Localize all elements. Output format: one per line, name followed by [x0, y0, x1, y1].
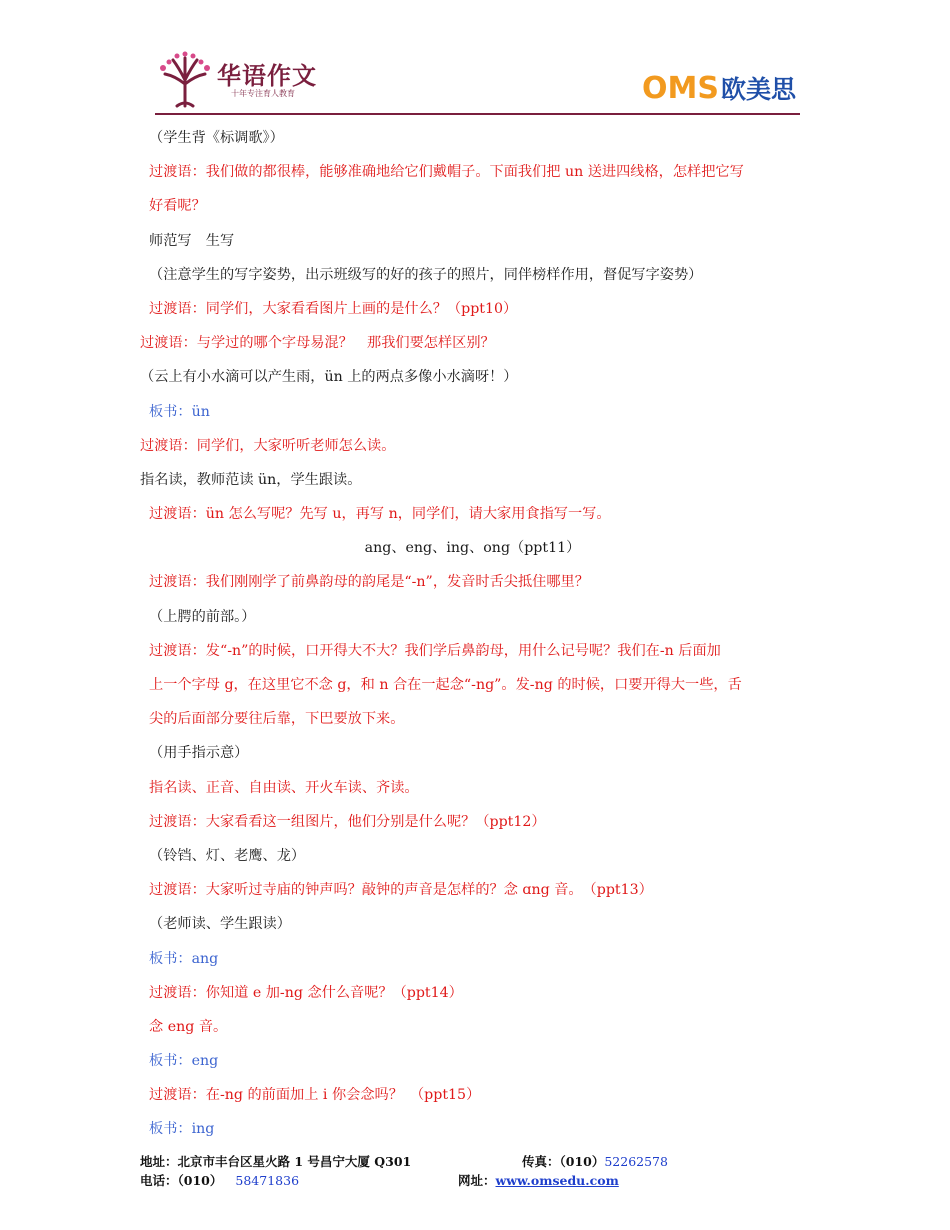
oms-logo: [642, 70, 796, 104]
transition-line: 过渡语：与学过的哪个字母易混？ 那我们要怎样区别？: [140, 335, 495, 352]
text-line: （用手指示意）: [149, 745, 249, 762]
website-link[interactable]: www.omsedu.com: [495, 1173, 619, 1188]
text-line: 师范写 生写: [149, 232, 235, 249]
tree-logo-icon: [155, 50, 215, 108]
transition-line: 尖的后面部分要往后靠，下巴要放下来。: [149, 711, 405, 728]
footer-website: [458, 1171, 619, 1190]
transition-line: 好看呢？: [149, 198, 206, 215]
transition-line: 上一个字母 g，在这里它不念 g，和 n 合在一起念“-ng”。发-ng 的时候，口要开得大一些，舌: [149, 677, 742, 693]
transition-line: 过渡语：在-ng 的前面加上 i 你会念吗？ （ppt15）: [149, 1087, 481, 1104]
footer-fax: [522, 1152, 668, 1171]
text-line: （云上有小水滴可以产生雨，ün 上的两点多像小水滴呀！）: [140, 369, 518, 386]
footer-phone-number: 58471836: [235, 1173, 300, 1188]
transition-line: 过渡语：你知道 e 加-ng 念什么音呢？（ppt14）: [149, 984, 463, 1001]
text-line: 念 eng 音。: [149, 1018, 228, 1035]
brand-title: 华语作文: [217, 62, 317, 90]
board-note: 板书：ing: [149, 1121, 215, 1138]
transition-line: 过渡语：发“-n”的时候，口开得大不大？我们学后鼻韵母，用什么记号呢？我们在-n 后面加: [149, 642, 721, 659]
transition-line: 过渡语：我们刚刚学了前鼻韵母的韵尾是“-n”，发音时舌尖抵住哪里？: [149, 574, 589, 591]
lesson-body: [140, 121, 805, 1147]
footer-phone-label: 电话：（010）: [140, 1173, 223, 1188]
oms-mark: OMS: [642, 70, 719, 106]
footer-phone: [140, 1173, 299, 1188]
text-line: （铃铛、灯、老鹰、龙）: [149, 847, 306, 864]
transition-line: 过渡语：ün 怎么写呢？先写 u，再写 n，同学们，请大家用食指写一写。: [149, 506, 611, 523]
instruction-line: 指名读、正音、自由读、开火车读、齐读。: [149, 779, 419, 796]
text-line: （老师读、学生跟读）: [149, 916, 291, 933]
text-line: 指名读，教师范读 ün，学生跟读。: [140, 471, 362, 488]
footer-fax-label: 传真：（010）: [522, 1154, 605, 1169]
footer-address: 地址：北京市丰台区星火路 1 号昌宁大厦 Q301: [140, 1154, 412, 1169]
oms-name: 欧美思: [720, 75, 796, 104]
board-note: 板书：ün: [149, 403, 210, 420]
section-heading: ang、eng、ing、ong（ppt11）: [364, 540, 581, 557]
transition-line: 过渡语：我们做的都很棒，能够准确地给它们戴帽子。下面我们把 un 送进四线格，怎样把它写: [149, 164, 744, 181]
transition-line: 过渡语：大家听过寺庙的钟声吗？敲钟的声音是怎样的？念 ɑng 音。 （ppt13）: [149, 882, 653, 899]
text-line: （上腭的前部。）: [149, 608, 256, 625]
board-note: 板书：ang: [149, 950, 219, 967]
transition-line: 过渡语：同学们，大家看看图片上画的是什么？（ppt10）: [149, 300, 518, 317]
transition-line: 过渡语：同学们，大家听听老师怎么读。: [140, 437, 396, 454]
huayu-logo: [155, 50, 345, 110]
text-line: （学生背《标调歌》）: [149, 130, 284, 146]
page-footer: [140, 1152, 820, 1190]
page-header: [155, 50, 800, 114]
header-divider: [155, 113, 800, 115]
brand-subtitle: 十年专注育人教育: [231, 89, 295, 98]
footer-website-label: 网址：: [458, 1173, 496, 1188]
transition-line: 过渡语：大家看看这一组图片，他们分别是什么呢？（ppt12）: [149, 813, 546, 830]
footer-fax-number: 52262578: [604, 1154, 668, 1169]
text-line: （注意学生的写字姿势，出示班级写的好的孩子的照片，同伴榜样作用，督促写字姿势）: [149, 266, 703, 283]
board-note: 板书：eng: [149, 1053, 219, 1070]
